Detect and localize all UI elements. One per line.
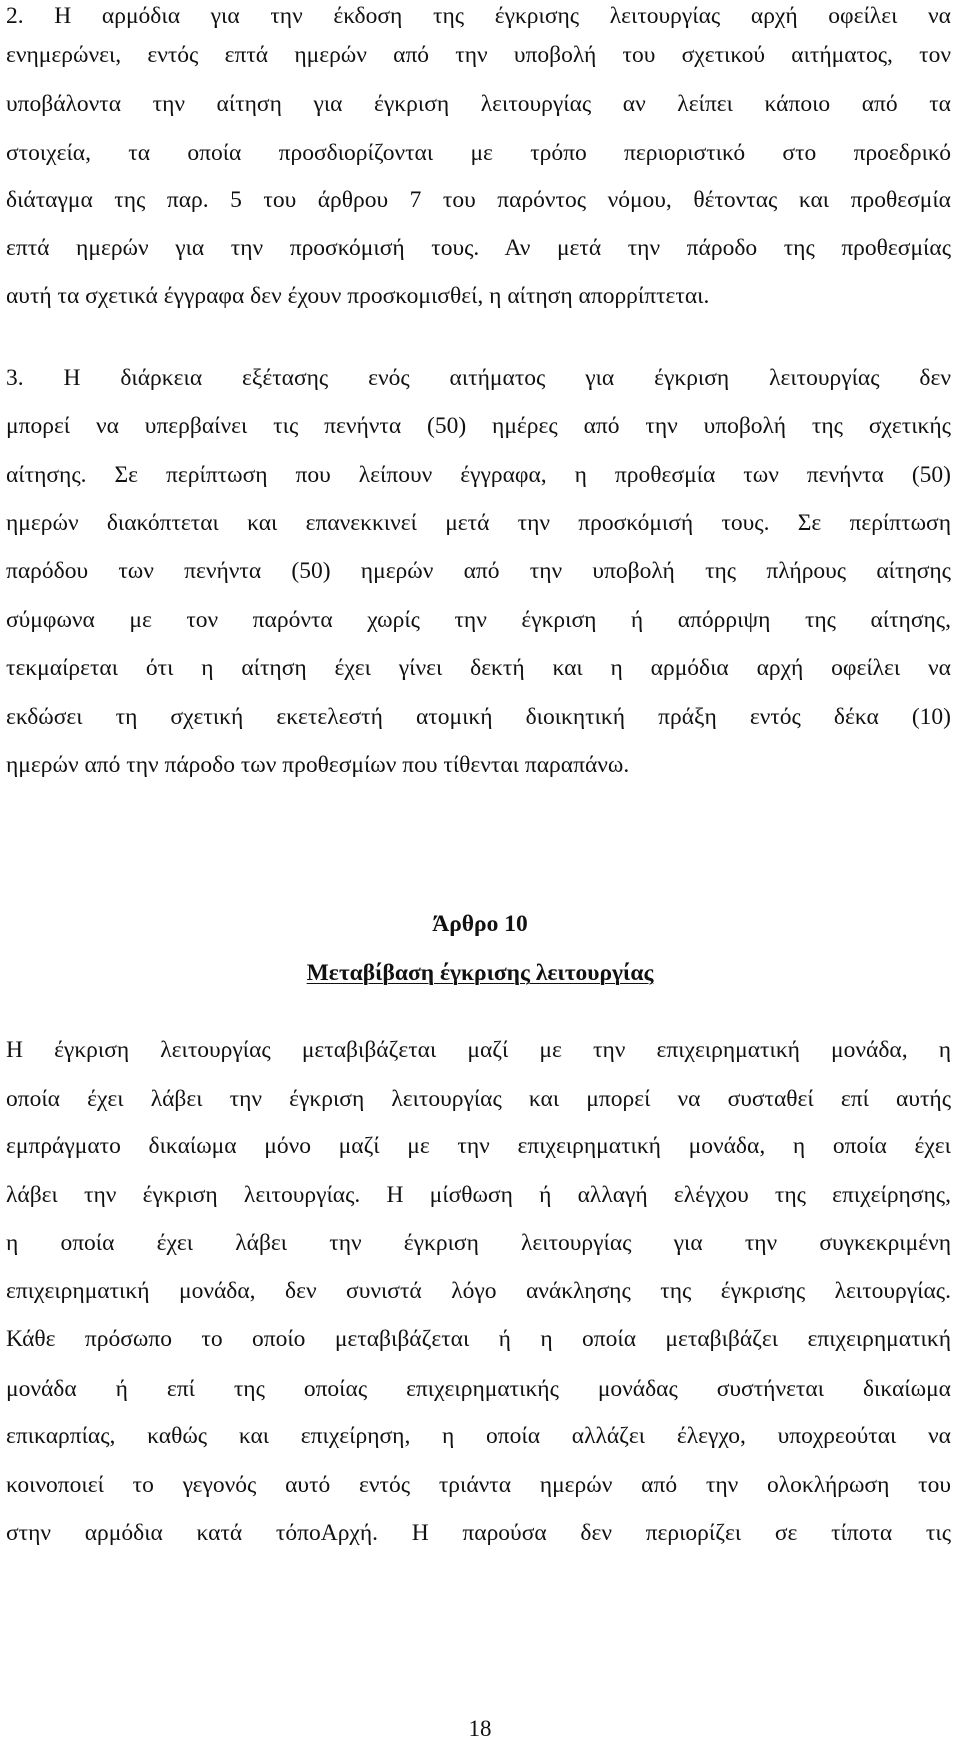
article-body-line-8: μονάδα ή επί της οποίας επιχειρηματικής μονάδας συστήνεται δικαίωμα bbox=[6, 1376, 951, 1402]
article-body-line-6: επιχειρηματική μονάδα, δεν συνιστά λόγο ανάκλησης της έγκρισης λειτουργίας. bbox=[6, 1278, 951, 1304]
paragraph-2-line-1: 2. Η αρμόδια για την έκδοση της έγκρισης λειτουργίας αρχή οφείλει να bbox=[6, 3, 951, 29]
article-number: Άρθρο 10 bbox=[432, 911, 528, 937]
article-body-line-1: Η έγκριση λειτουργίας μεταβιβάζεται μαζί με την επιχειρηματική μονάδα, η bbox=[6, 1037, 951, 1063]
paragraph-2-line-5: διάταγμα της παρ. 5 του άρθρου 7 του παρόντος νόμου, θέτοντας και προθεσμία bbox=[6, 187, 951, 213]
paragraph-3-line-3: αίτησης. Σε περίπτωση που λείπουν έγγραφα, η προθεσμία των πενήντα (50) bbox=[6, 462, 951, 488]
article-body-line-10: κοινοποιεί το γεγονός αυτό εντός τριάντα ημερών από την ολοκλήρωση του bbox=[6, 1472, 951, 1498]
article-body-line-9: επικαρπίας, καθώς και επιχείρηση, η οποία αλλάζει έλεγχο, υποχρεούται να bbox=[6, 1423, 951, 1449]
paragraph-2-line-3: υποβάλοντα την αίτηση για έγκριση λειτουργίας αν λείπει κάποιο από τα bbox=[6, 91, 951, 117]
paragraph-3-line-9: ημερών από την πάροδο των προθεσμίων που τίθενται παραπάνω. bbox=[6, 752, 630, 778]
article-body-line-5: η οποία έχει λάβει την έγκριση λειτουργίας για την συγκεκριμένη bbox=[6, 1230, 951, 1256]
paragraph-3-line-7: τεκμαίρεται ότι η αίτηση έχει γίνει δεκτή και η αρμόδια αρχή οφείλει να bbox=[6, 655, 951, 681]
paragraph-3-line-1: 3. Η διάρκεια εξέτασης ενός αιτήματος για έγκριση λειτουργίας δεν bbox=[6, 365, 951, 391]
article-body-line-3: εμπράγματο δικαίωμα μόνο μαζί με την επιχειρηματική μονάδα, η οποία έχει bbox=[6, 1133, 951, 1159]
article-body-line-11: στην αρμόδια κατά τόποΑρχή. Η παρούσα δεν περιορίζει σε τίποτα τις bbox=[6, 1520, 951, 1546]
paragraph-3-line-4: ημερών διακόπτεται και επανεκκινεί μετά την προσκόμισή τους. Σε περίπτωση bbox=[6, 510, 951, 536]
paragraph-3-line-8: εκδώσει τη σχετική εκετελεστή ατομική διοικητική πράξη εντός δέκα (10) bbox=[6, 704, 951, 730]
article-body-line-7: Κάθε πρόσωπο το οποίο μεταβιβάζεται ή η οποία μεταβιβάζει επιχειρηματική bbox=[6, 1326, 951, 1352]
article-title bbox=[0, 950, 960, 996]
paragraph-2-line-2: ενημερώνει, εντός επτά ημερών από την υποβολή του σχετικού αιτήματος, τον bbox=[6, 42, 951, 68]
paragraph-3-line-2: μπορεί να υπερβαίνει τις πενήντα (50) ημέρες από την υποβολή της σχετικής bbox=[6, 413, 951, 439]
paragraph-2-line-6: επτά ημερών για την προσκόμισή τους. Αν μετά την πάροδο της προθεσμίας bbox=[6, 235, 951, 261]
paragraph-2-line-7: αυτή τα σχετικά έγγραφα δεν έχουν προσκομισθεί, η αίτηση απορρίπτεται. bbox=[6, 283, 710, 309]
paragraph-3-line-6: σύμφωνα με τον παρόντα χωρίς την έγκριση ή απόρριψη της αίτησης, bbox=[6, 607, 951, 633]
article-body-line-4: λάβει την έγκριση λειτουργίας. Η μίσθωση ή αλλαγή ελέγχου της επιχείρησης, bbox=[6, 1182, 951, 1208]
page-number: 18 bbox=[468, 1716, 492, 1741]
article-title-text: Μεταβίβαση έγκρισης λειτουργίας bbox=[306, 960, 654, 986]
article-body-line-2: οποία έχει λάβει την έγκριση λειτουργίας και μπορεί να συσταθεί επί αυτής bbox=[6, 1086, 951, 1112]
paragraph-2-line-4: στοιχεία, τα οποία προσδιορίζονται με τρόπο περιοριστικό στο προεδρικό bbox=[6, 140, 951, 166]
paragraph-3-line-5: παρόδου των πενήντα (50) ημερών από την υποβολή της πλήρους αίτησης bbox=[6, 558, 951, 584]
